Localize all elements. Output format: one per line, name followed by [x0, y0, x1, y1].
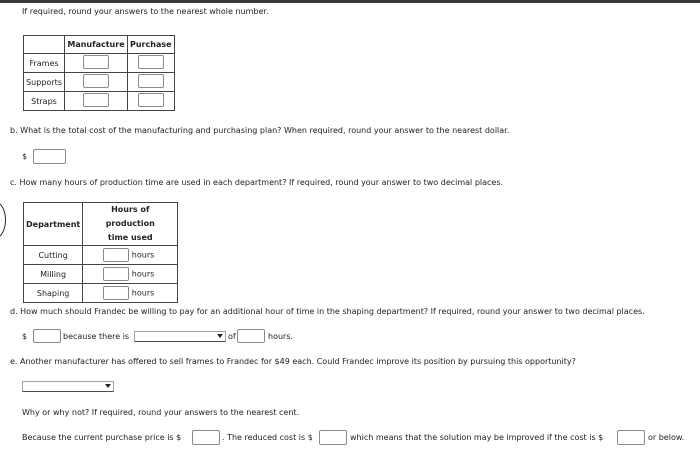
question-b: b. What is the total cost of the manufacturing and purchasing plan? When required, round your answer to the nearest dollar. [10, 126, 510, 135]
because-there-is-text: because there is [63, 332, 130, 341]
question-d: d. How much should Frandec be willing to pay for an additional hour of time in the shaping department? If required, round your answer to two decimal places. [10, 307, 645, 316]
question-c: c. How many hours of production time are used in each department? If required, round your answer to two decimal places. [10, 178, 504, 187]
column-header-hours-line1: Hours of production [105, 205, 155, 228]
milling-hours-unit: hours [131, 269, 155, 279]
supports-manufacture-input[interactable] [83, 74, 109, 88]
total-cost-input[interactable] [33, 149, 66, 164]
reduced-cost-input[interactable] [319, 430, 347, 445]
reduced-cost-text: . The reduced cost is $ [222, 433, 313, 442]
column-header-manufacture: Manufacture [65, 36, 128, 54]
column-header-purchase: Purchase [128, 36, 175, 54]
cutting-hours-input[interactable] [103, 248, 129, 262]
straps-purchase-input[interactable] [138, 93, 164, 107]
total-cost-currency: $ [22, 152, 28, 161]
frames-manufacture-input[interactable] [83, 55, 109, 69]
straps-manufacture-input[interactable] [83, 93, 109, 107]
row-label-shaping: Shaping [24, 284, 83, 303]
column-header-hours [83, 203, 178, 246]
shaping-hours-input[interactable] [103, 286, 129, 300]
slack-surplus-select[interactable] [134, 331, 226, 342]
column-header-hours-line2: time used [107, 233, 153, 242]
improve-position-select[interactable] [22, 381, 114, 392]
chevron-down-icon [217, 334, 223, 338]
shaping-value-currency: $ [22, 332, 28, 341]
milling-hours-input[interactable] [103, 267, 129, 281]
supports-purchase-input[interactable] [138, 74, 164, 88]
of-text: of [228, 332, 236, 341]
row-label-straps: Straps [24, 92, 65, 111]
why-instruction: Why or why not? If required, round your answers to the nearest cent. [22, 408, 300, 417]
row-label-cutting: Cutting [24, 246, 83, 265]
manufacture-purchase-table [23, 35, 175, 111]
shaping-hours-unit: hours [131, 288, 155, 298]
rounding-instruction: If required, round your answers to the nearest whole number. [22, 7, 269, 16]
current-price-text: Because the current purchase price is $ [22, 433, 182, 442]
slack-hours-input[interactable] [237, 329, 265, 343]
column-header-department: Department [24, 203, 83, 246]
cutting-hours-unit: hours [131, 250, 155, 260]
or-below-text: or below. [648, 433, 685, 442]
production-hours-table [23, 202, 178, 303]
row-label-milling: Milling [24, 265, 83, 284]
question-e: e. Another manufacturer has offered to sell frames to Frandec for $49 each. Could Frandec improve its position by pursuing this opportunity? [10, 357, 576, 366]
current-price-input[interactable] [192, 430, 220, 445]
hours-text: hours. [268, 332, 294, 341]
improvement-cost-input[interactable] [617, 430, 645, 445]
frames-purchase-input[interactable] [138, 55, 164, 69]
question-marker [0, 202, 6, 238]
row-label-supports: Supports [24, 73, 65, 92]
row-label-frames: Frames [24, 54, 65, 73]
improvement-text: which means that the solution may be improved if the cost is $ [350, 433, 604, 442]
shaping-value-input[interactable] [33, 329, 61, 343]
top-border [0, 0, 700, 3]
chevron-down-icon [105, 384, 111, 388]
